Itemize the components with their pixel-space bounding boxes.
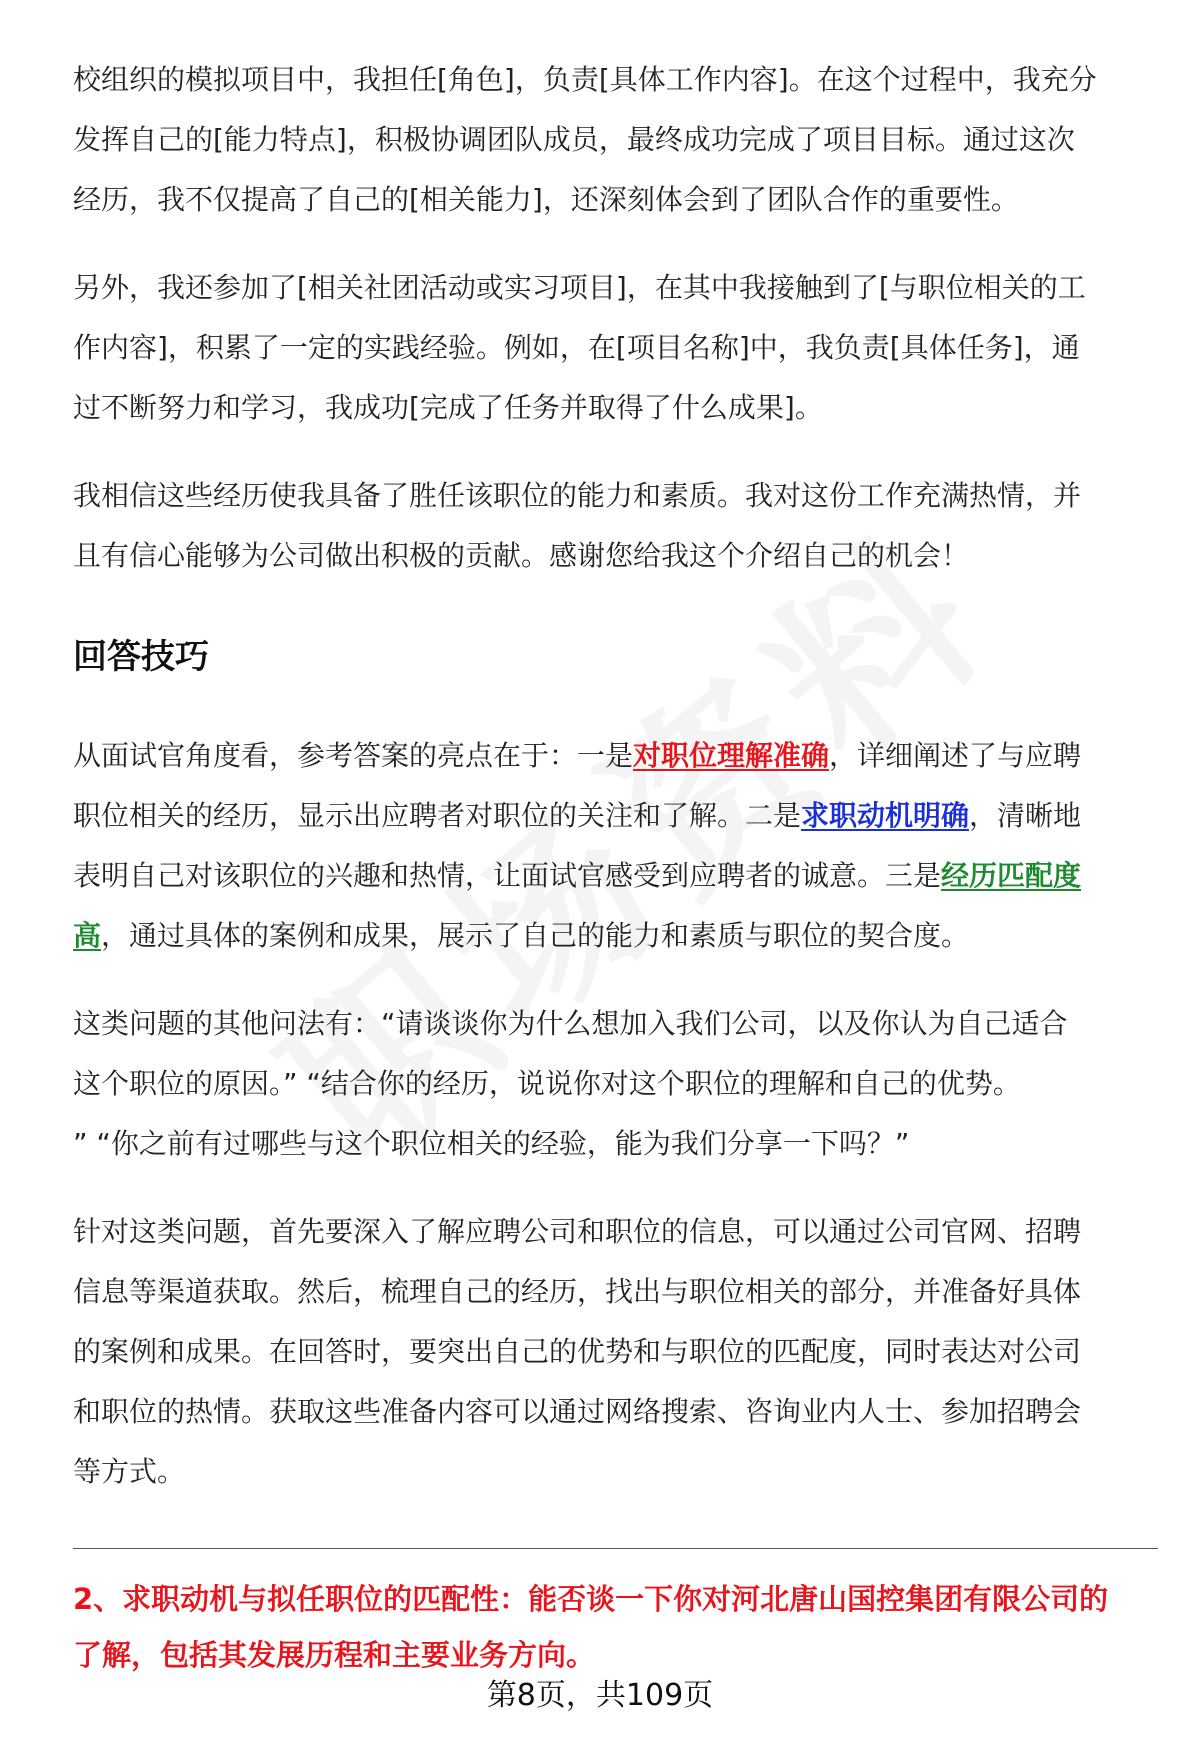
paragraph-experience-1 (73, 50, 1158, 230)
text-segment: ，详细阐述了与应聘 (829, 739, 1082, 772)
text-line (73, 786, 1158, 846)
paragraph-closing (73, 466, 1158, 586)
section-divider (73, 1548, 1158, 1549)
section-heading: 回答技巧 (73, 637, 209, 677)
paragraph-preparation-advice (73, 1202, 1158, 1502)
paragraph-experience-2 (73, 258, 1158, 438)
text-line: 这个职位的原因。” “结合你的经历，说说你对这个职位的理解和自己的优势。 (73, 1067, 1021, 1100)
text-line: 和职位的热情。获取这些准备内容可以通过网络搜索、咨询业内人士、参加招聘会 (73, 1395, 1082, 1428)
highlight-experience-match: 经历匹配度 (941, 859, 1082, 892)
text-line: 2、求职动机与拟任职位的匹配性：能否谈一下你对河北唐山国控集团有限公司的 (73, 1582, 1109, 1616)
text-segment: ，清晰地 (969, 799, 1082, 832)
text-line: 且有信心能够为公司做出积极的贡献。感谢您给我这个介绍自己的机会！ (73, 539, 970, 572)
text-segment: 表明自己对该职位的兴趣和热情，让面试官感受到应聘者的诚意。三是 (73, 859, 942, 892)
highlight-motivation-clear: 求职动机明确 (801, 799, 970, 832)
text-line: 经历，我不仅提高了自己的[相关能力]，还深刻体会到了团队合作的重要性。 (73, 183, 1019, 216)
text-segment: 从面试官角度看，参考答案的亮点在于：一是 (73, 739, 634, 772)
text-line: 我相信这些经历使我具备了胜任该职位的能力和素质。我对这份工作充满热情，并 (73, 479, 1082, 512)
text-line (73, 906, 1158, 966)
text-line: 针对这类问题，首先要深入了解应聘公司和职位的信息，可以通过公司官网、招聘 (73, 1215, 1082, 1248)
paragraph-highlights (73, 726, 1158, 966)
text-line: 的案例和成果。在回答时，要突出自己的优势和与职位的匹配度，同时表达对公司 (73, 1335, 1082, 1368)
text-line (73, 726, 1158, 786)
text-line: 作内容]，积累了一定的实践经验。例如，在[项目名称]中，我负责[具体任务]，通 (73, 331, 1080, 364)
highlight-position-understanding: 对职位理解准确 (633, 739, 830, 772)
text-line (73, 846, 1158, 906)
text-line: 这类问题的其他问法有：“请谈谈你为什么想加入我们公司，以及你认为自己适合 (73, 1007, 1068, 1040)
paragraph-alternative-questions (73, 994, 1158, 1174)
text-segment: 职位相关的经历，显示出应聘者对职位的关注和了解。二是 (73, 799, 802, 832)
page-number: 第8页，共109页 (486, 1678, 714, 1713)
text-line: 校组织的模拟项目中，我担任[角色]，负责[具体工作内容]。在这个过程中，我充分 (73, 63, 1097, 96)
text-line: 发挥自己的[能力特点]，积极协调团队成员，最终成功完成了项目目标。通过这次 (73, 123, 1075, 156)
text-line: 等方式。 (73, 1455, 186, 1488)
question-heading (73, 1571, 1173, 1683)
text-line: 过不断努力和学习，我成功[完成了任务并取得了什么成果]。 (73, 391, 823, 424)
text-line: 信息等渠道获取。然后，梳理自己的经历，找出与职位相关的部分，并准备好具体 (73, 1275, 1082, 1308)
text-line: ” “你之前有过哪些与这个职位相关的经验，能为我们分享一下吗？” (73, 1127, 910, 1160)
text-line: 另外，我还参加了[相关社团活动或实习项目]，在其中我接触到了[与职位相关的工 (73, 271, 1086, 304)
text-line: 了解，包括其发展历程和主要业务方向。 (73, 1638, 596, 1672)
highlight-experience-match-cont: 高 (73, 919, 102, 952)
text-segment: ，通过具体的案例和成果，展示了自己的能力和素质与职位的契合度。 (101, 919, 970, 952)
